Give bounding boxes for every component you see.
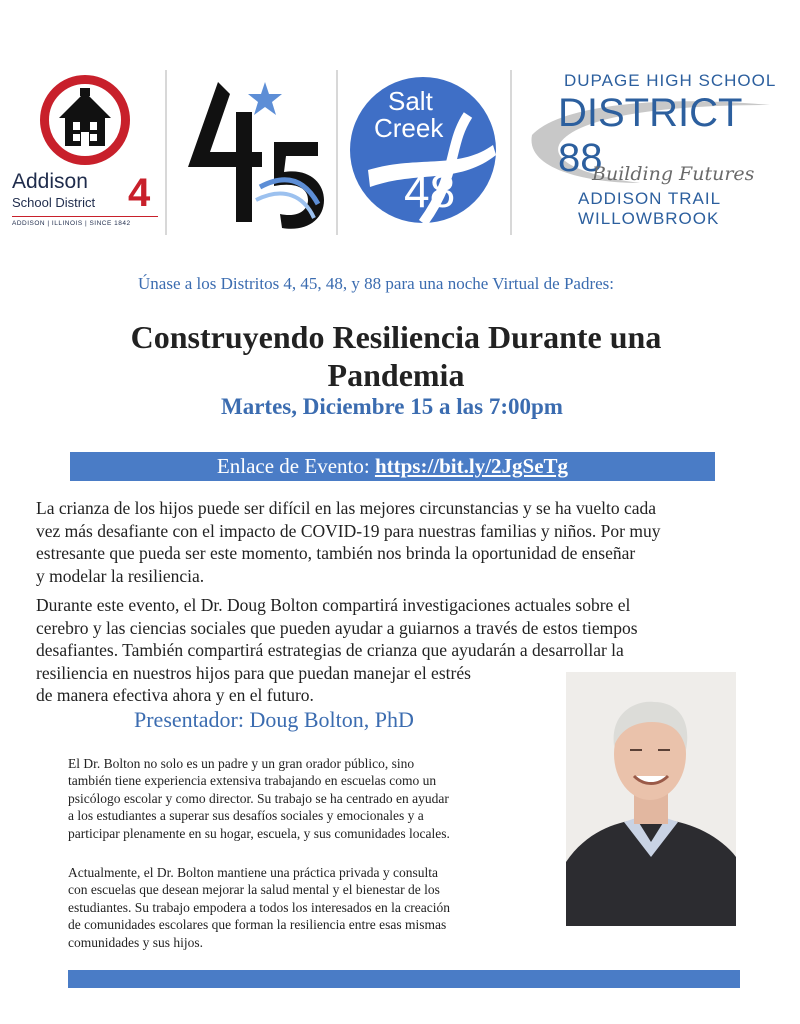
event-date: Martes, Diciembre 15 a las 7:00pm — [221, 394, 563, 419]
addison-name: Addison — [12, 170, 88, 193]
addison-sub: School District — [12, 195, 96, 210]
bio-line: comunidades y sus hijos. — [68, 934, 203, 950]
presenter-heading: Presentador: Doug Bolton, PhD — [134, 707, 414, 732]
salt-creek-badge — [348, 75, 498, 225]
bio-line: con escuelas que desean mejorar la salud mental y el bienestar de los — [68, 882, 440, 898]
bio-line: de comunidades escolares que forman la resiliencia entre esas mismas — [68, 917, 447, 933]
addison-number: 4 — [128, 171, 151, 215]
presenter-portrait — [566, 672, 736, 926]
schoolhouse-circle — [40, 75, 130, 165]
addison-rule — [12, 216, 158, 217]
district-88-line3: Building Futures — [592, 163, 755, 185]
presenter-practice-paragraph — [68, 864, 566, 951]
bio-line: también tiene experiencia extensiva trabajando en escuelas como un — [68, 773, 437, 789]
creek-label: Creek — [374, 113, 444, 143]
event-link-label: Enlace de Evento: — [216, 454, 370, 478]
addison-tagline: ADDISON | ILLINOIS | SINCE 1842 — [12, 220, 131, 227]
title-line: Pandemia — [327, 357, 465, 393]
event-link-bar — [70, 452, 715, 481]
paragraph-line: de manera efectiva ahora y en el futuro. — [36, 685, 314, 705]
bio-line: participar plenamente en su hogar, escuela, y sus comunidades locales. — [68, 825, 450, 841]
paragraph-line: vez más desafiante con el impacto de COVID-19 para nuestras familias y niños. Por muy — [36, 520, 661, 541]
paragraph-line: desafiantes. También compartirá estrategias de crianza que ayudarán a desarrollar la — [36, 640, 624, 660]
paragraph-line: estresante que pueda ser este momento, también nos brinda la oportunidad de enseñar — [36, 543, 636, 563]
intro-paragraph — [36, 497, 756, 587]
salt-creek-number: 48 — [404, 165, 456, 217]
invite-text: Únase a los Distritos 4, 45, 48, y 88 para una noche Virtual de Padres: — [138, 274, 614, 293]
district-88-logo — [520, 65, 790, 235]
schoolhouse-icon — [49, 84, 121, 156]
district-88-line4: ADDISON TRAIL — [578, 189, 722, 208]
district-45-mark — [178, 72, 328, 232]
title-line: Construyendo Resiliencia Durante una — [130, 319, 662, 355]
paragraph-line: y modelar la resiliencia. — [36, 565, 205, 586]
district-45-logo — [178, 72, 328, 232]
presenter-bio-paragraph — [68, 755, 566, 842]
bio-line: El Dr. Bolton no solo es un padre y un gran orador público, sino — [68, 756, 415, 771]
paragraph-line: Durante este evento, el Dr. Doug Bolton compartirá investigaciones actuales sobre el — [36, 595, 631, 615]
presenter-photo — [566, 672, 736, 926]
logo-divider — [165, 70, 167, 235]
logo-bar — [0, 60, 800, 245]
paragraph-line: resiliencia en nuestros hijos para que puedan manejar el estrés — [36, 662, 471, 683]
salt-label: Salt — [388, 86, 433, 116]
district-88-line2: DISTRICT 88 — [558, 91, 742, 180]
paragraph-line: cerebro y las ciencias sociales que pueden ayudar a guiarnos a través de estos tiempos — [36, 617, 638, 638]
event-link[interactable]: https://bit.ly/2JgSeTg — [374, 454, 569, 478]
salt-creek-48-logo — [348, 75, 498, 225]
bio-line: estudiantes. Su trabajo empodera a todos los interesados en la creación — [68, 899, 451, 915]
bio-line: psicólogo escolar y como director. Su trabajo se ha centrado en ayudar — [68, 790, 449, 806]
addison-district-4-logo — [10, 70, 160, 230]
bio-line: Actualmente, el Dr. Bolton mantiene una práctica privada y consulta — [68, 865, 438, 880]
logo-divider — [510, 70, 512, 235]
district-88-line5: WILLOWBROOK — [578, 209, 720, 228]
paragraph-line: La crianza de los hijos puede ser difícil en las mejores circunstancias y se ha vuelto cada — [36, 498, 657, 518]
bio-line: a los estudiantes a superar sus desafíos sociales y emocionales y a — [68, 808, 424, 824]
logo-divider — [336, 70, 338, 235]
district-88-line1: DUPAGE HIGH SCHOOL — [564, 71, 777, 90]
event-title — [40, 318, 752, 394]
footer-bar — [68, 970, 740, 988]
